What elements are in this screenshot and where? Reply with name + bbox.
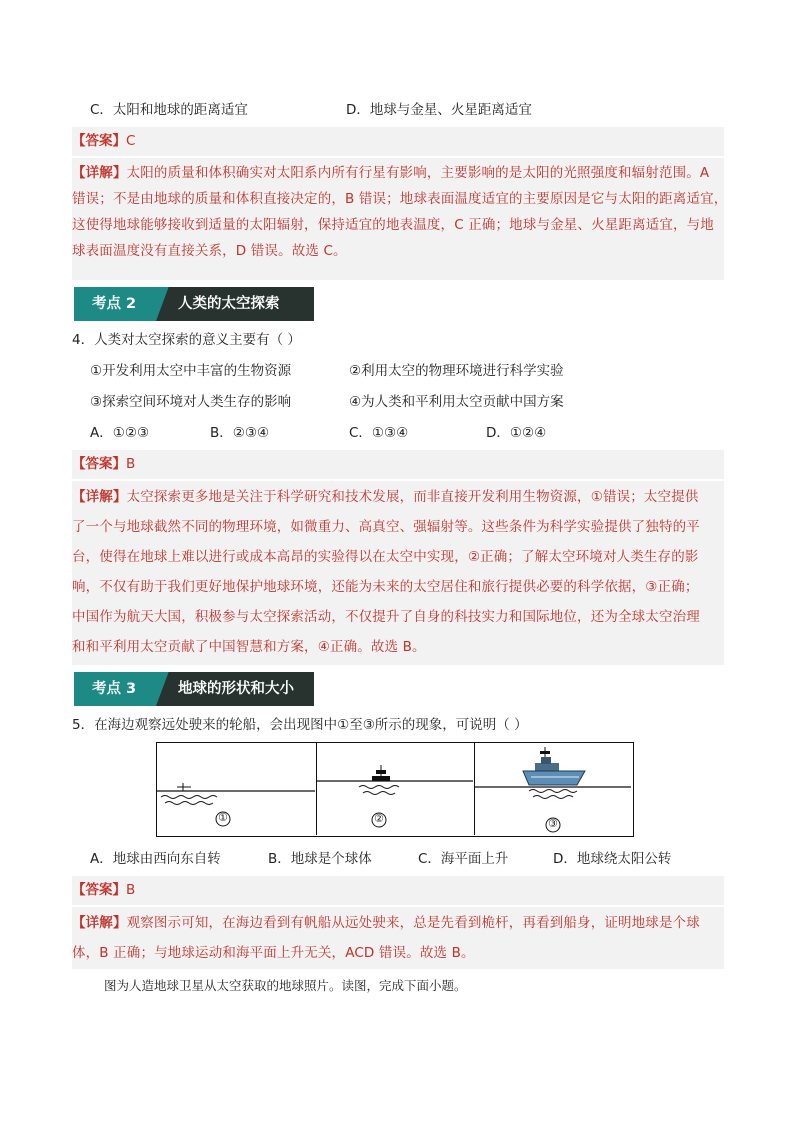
q5-answer bbox=[72, 880, 135, 900]
detail-line: 中国作为航天大国，积极参与太空探索活动，不仅提升了自身的科技实力和国际地位，还为全球太空治理 bbox=[72, 609, 700, 625]
answer-tag: 【答案】 bbox=[72, 133, 126, 149]
panel-label: ③ bbox=[548, 817, 558, 830]
q5-detail bbox=[72, 908, 724, 968]
detail-line: 了一个与地球截然不同的物理环境，如微重力、高真空、强辐射等。这些条件为科学实验提供了独特的平 bbox=[72, 519, 700, 535]
section-title: 人类的太空探索 bbox=[178, 296, 280, 312]
answer-value: B bbox=[126, 456, 136, 472]
section-banner-3 bbox=[74, 672, 314, 706]
answer-value: B bbox=[126, 882, 136, 898]
q4-stem: 4．人类对太空探索的意义主要有（ ） bbox=[72, 332, 301, 348]
answer-tag: 【答案】 bbox=[72, 456, 126, 472]
detail-tag: 【详解】 bbox=[72, 915, 127, 931]
detail-line: 太空探索更多地是关注于科学研究和技术发展，而非直接开发利用生物资源，①错误；太空提供 bbox=[126, 489, 699, 505]
detail-line: 球表面温度没有直接关系，D 错误。故选 C。 bbox=[72, 243, 347, 259]
section-banner-2 bbox=[74, 287, 314, 321]
q5-option-b: B．地球是个球体 bbox=[268, 851, 372, 867]
q4-option-d: D．①②④ bbox=[486, 425, 547, 441]
q3-answer-box bbox=[72, 127, 724, 156]
q4-option-b: B．②③④ bbox=[210, 425, 270, 441]
q3-detail bbox=[72, 160, 728, 264]
q5-option-d: D．地球绕太阳公转 bbox=[553, 851, 672, 867]
detail-tag: 【详解】 bbox=[72, 489, 127, 505]
detail-line: 和和平利用太空贡献了中国智慧和方案，④正确。故选 B。 bbox=[72, 639, 426, 655]
q3-answer bbox=[72, 131, 135, 151]
panel-label: ② bbox=[374, 812, 384, 825]
detail-tag: 【详解】 bbox=[72, 165, 127, 181]
q4-answer-box bbox=[72, 450, 724, 479]
detail-line: 错误；不是由地球的质量和体积直接决定的，B 错误；地球表面温度适宜的主要原因是它与太阳的距离适宜， bbox=[72, 191, 728, 207]
section-number: 考点 2 bbox=[92, 296, 137, 312]
q4-option-c: C．①③④ bbox=[349, 425, 409, 441]
q4-item: ④为人类和平利用太空贡献中国方案 bbox=[349, 394, 564, 410]
detail-line: 观察图示可知，在海边看到有帆船从远处驶来，总是先看到桅杆，再看到船身，证明地球是个球 bbox=[126, 915, 700, 931]
q4-item: ①开发利用太空中丰富的生物资源 bbox=[90, 363, 292, 379]
ship-figure bbox=[156, 742, 634, 837]
detail-line: 太阳的质量和体积确实对太阳系内所有行星有影响，主要影响的是太阳的光照强度和辐射范围。A bbox=[126, 165, 710, 181]
q3-option-c: C．太阳和地球的距离适宜 bbox=[90, 102, 248, 118]
detail-line: 这使得地球能够接收到适量的太阳辐射，保持适宜的地表温度，C 正确；地球与金星、火星距离适宜，与地 bbox=[72, 217, 714, 233]
q4-answer bbox=[72, 454, 135, 474]
figure-panel-1 bbox=[157, 743, 317, 835]
q4-item: ③探索空间环境对人类生存的影响 bbox=[90, 394, 292, 410]
q5-stem: 5．在海边观察远处驶来的轮船，会出现图中①至③所示的现象，可说明（ ） bbox=[72, 717, 528, 733]
detail-line: 台，使得在地球上难以进行或成本高昂的实验得以在太空中实现，②正确；了解太空环境对人类生存的影 bbox=[72, 549, 699, 565]
q4-item: ②利用太空的物理环境进行科学实验 bbox=[349, 363, 564, 379]
q4-detail bbox=[72, 482, 724, 662]
figure-panel-2 bbox=[317, 743, 475, 835]
q5-option-c: C．海平面上升 bbox=[418, 851, 509, 867]
q5-answer-box bbox=[72, 876, 724, 905]
figure-panel-3 bbox=[475, 743, 632, 835]
figure-caption: 图为人造地球卫星从太空获取的地球照片。读图，完成下面小题。 bbox=[104, 978, 467, 993]
detail-line: 响，不仅有助于我们更好地保护地球环境，还能为未来的太空居住和旅行提供必要的科学依据，③正确； bbox=[72, 579, 699, 595]
section-title: 地球的形状和大小 bbox=[178, 681, 294, 697]
q4-option-a: A．①②③ bbox=[90, 425, 150, 441]
q3-option-d: D．地球与金星、火星距离适宜 bbox=[346, 102, 532, 118]
detail-line: 体，B 正确；与地球运动和海平面上升无关，ACD 错误。故选 B。 bbox=[72, 945, 475, 961]
q5-option-a: A．地球由西向东自转 bbox=[90, 851, 221, 867]
panel-label: ① bbox=[218, 811, 228, 824]
answer-tag: 【答案】 bbox=[72, 882, 126, 898]
answer-value: C bbox=[126, 133, 136, 149]
section-number: 考点 3 bbox=[92, 681, 137, 697]
